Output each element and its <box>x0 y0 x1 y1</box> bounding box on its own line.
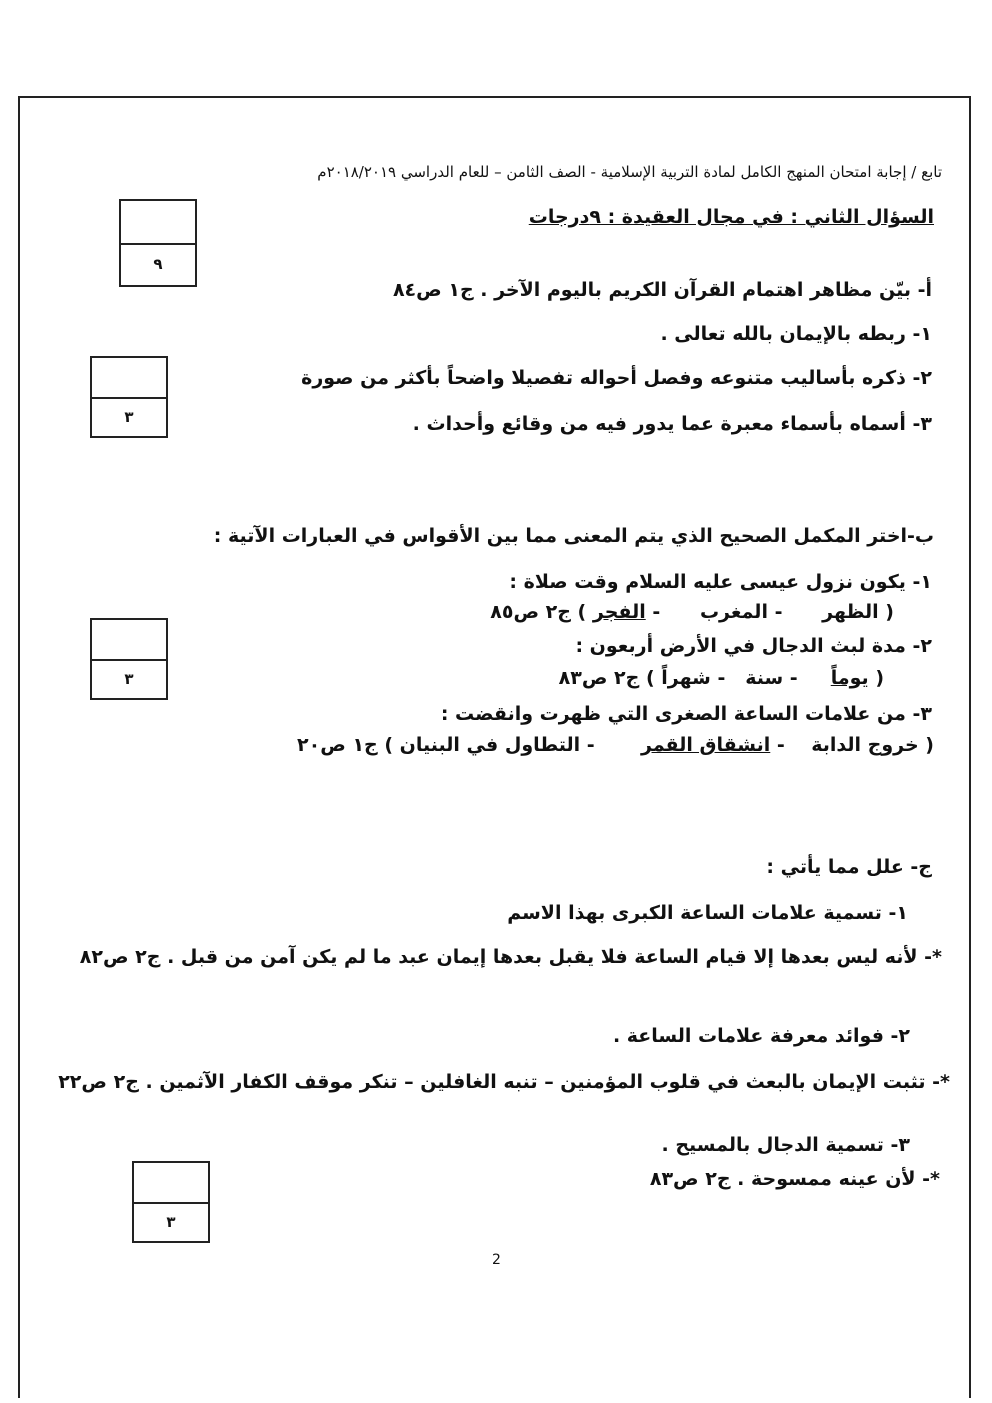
part-c-prompt: ج- علل مما يأتي : <box>766 856 932 878</box>
part-a-item-1: ١- ربطه بالإيمان بالله تعالى . <box>660 323 932 345</box>
correct-answer: انشقاق القمر <box>641 734 771 756</box>
part-a-item-3: ٣- أسماه بأسماء معبرة عما يدور فيه من وقائع وأحداث . <box>412 413 932 435</box>
part-c-q1: ١- تسمية علامات الساعة الكبرى بهذا الاسم <box>507 902 908 924</box>
score-box-part-a <box>90 356 168 438</box>
option: ( خروج الدابة <box>811 734 934 756</box>
part-b-q2-options <box>559 667 884 689</box>
score-value: ٣ <box>124 407 134 426</box>
part-a-item-2: ٢- ذكره بأساليب متنوعه وفصل أحواله تفصيلا واضحاً بأكثر من صورة <box>301 367 932 389</box>
exam-header: تابع / إجابة امتحان المنهج الكامل لمادة التربية الإسلامية - الصف الثامن – للعام الدراسي ٢٠١٨/٢٠١٩م <box>317 163 942 181</box>
option: - سنة <box>745 667 798 689</box>
option: - المغرب <box>699 601 783 623</box>
question-title: السؤال الثاني : في مجال العقيدة : ٩درجات <box>528 206 934 228</box>
part-b-q3-options <box>297 734 934 756</box>
part-b-q1-stem: ١- يكون نزول عيسى عليه السلام وقت صلاة : <box>509 571 932 593</box>
reference: ) ج١ ص٢٠ <box>297 734 394 756</box>
page-number: 2 <box>492 1252 501 1268</box>
option-dash: - <box>776 734 785 756</box>
correct-answer: الفجر <box>592 601 646 623</box>
option: - شهراً <box>661 667 726 689</box>
score-value: ٩ <box>153 255 163 273</box>
option: ( الظهر <box>822 601 894 623</box>
option-dash: - <box>652 601 661 623</box>
part-b-q2-stem: ٢- مدة لبث الدجال في الأرض أربعون : <box>575 635 932 657</box>
score-value: ٣ <box>124 669 134 688</box>
correct-answer: يوماً <box>830 667 869 689</box>
part-c-a2: *- تثبت الإيمان بالبعث في قلوب المؤمنين – تنبه الغافلين – تنكر موقف الكفار الآثمين . ج٢ ص٢٢ <box>58 1071 950 1093</box>
part-b-q3-stem: ٣- من علامات الساعة الصغرى التي ظهرت وانقضت : <box>440 703 932 725</box>
part-c-a3: *- لأن عينه ممسوحة . ج٢ ص٨٣ <box>649 1168 940 1190</box>
part-b-prompt: ب-اختر المكمل الصحيح الذي يتم المعنى مما بين الأقواس في العبارات الآتية : <box>213 525 934 547</box>
reference: ) ج٢ ص٨٣ <box>558 667 655 689</box>
option: ( <box>875 667 884 689</box>
score-value: ٣ <box>166 1212 176 1231</box>
option: - التطاول في البنيان <box>399 734 595 756</box>
part-c-a1: *- لأنه ليس بعدها إلا قيام الساعة فلا يقبل بعدها إيمان عبد ما لم يكن آمن من قبل . ج٢ ص٨٢ <box>79 946 942 968</box>
score-box-total <box>119 199 197 287</box>
part-b-q1-options <box>490 601 894 623</box>
score-box-part-c <box>132 1161 210 1243</box>
score-box-part-b <box>90 618 168 700</box>
part-a-prompt: أ- بيّن مظاهر اهتمام القرآن الكريم باليوم الآخر . ج١ ص٨٤ <box>392 279 932 301</box>
reference: ) ج٢ ص٨٥ <box>490 601 587 623</box>
part-c-q3: ٣- تسمية الدجال بالمسيح . <box>661 1134 910 1156</box>
part-c-q2: ٢- فوائد معرفة علامات الساعة . <box>612 1025 910 1047</box>
